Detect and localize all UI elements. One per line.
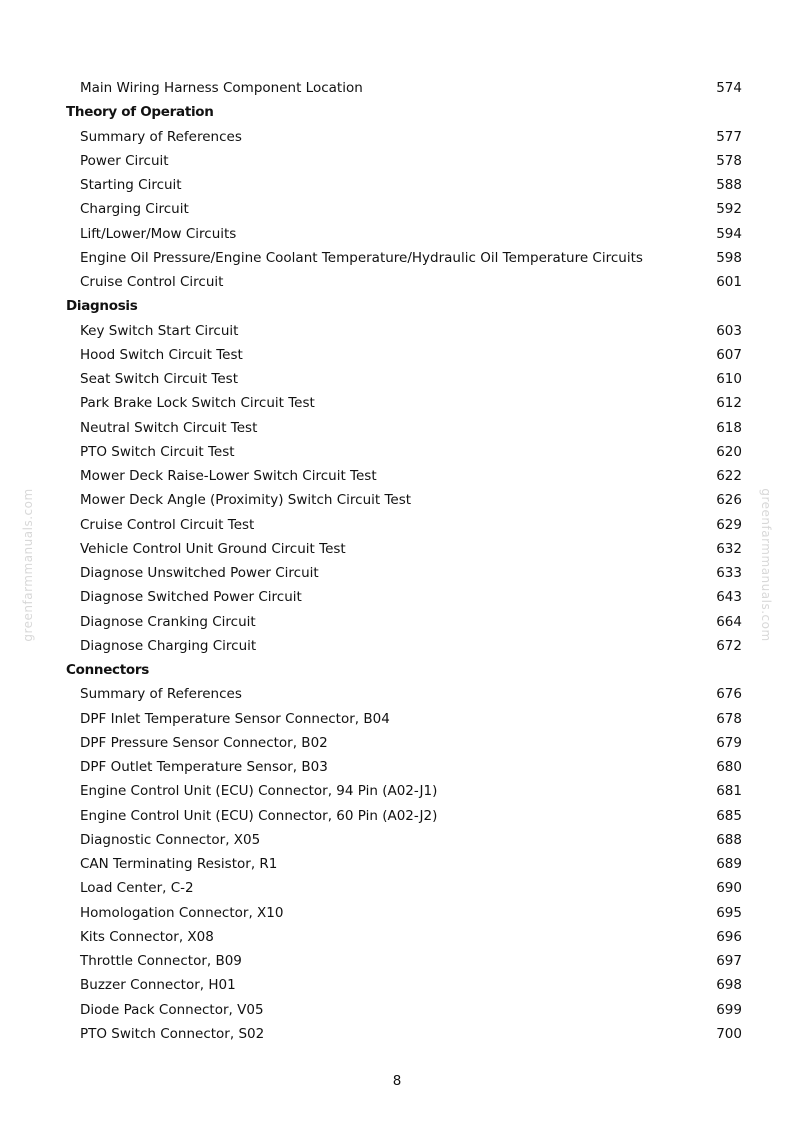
toc-entry-title: Key Switch Start Circuit — [80, 322, 239, 339]
toc-entry[interactable] — [0, 998, 794, 1022]
toc-entry-page: 629 — [716, 516, 742, 533]
toc-entry[interactable] — [0, 755, 794, 779]
toc-entry-title: CAN Terminating Resistor, R1 — [80, 856, 278, 872]
toc-entry-title: Engine Control Unit (ECU) Connector, 60 Pin (A02-J2) — [80, 807, 438, 824]
toc-entry-title: Buzzer Connector, H01 — [80, 977, 236, 994]
toc-entry-page: 699 — [716, 1001, 742, 1018]
toc-entry[interactable] — [0, 440, 794, 464]
toc-entry-page: 690 — [716, 880, 742, 897]
toc-entry[interactable] — [0, 173, 794, 197]
toc-section-heading — [0, 294, 794, 318]
toc-entry-page: 688 — [716, 831, 742, 848]
toc-entry[interactable] — [0, 634, 794, 658]
toc-entry-title: Mower Deck Raise-Lower Switch Circuit Test — [80, 468, 377, 484]
table-of-contents — [0, 76, 794, 1046]
toc-entry-page: 664 — [716, 613, 742, 630]
toc-entry-page: 689 — [716, 856, 742, 872]
toc-entry[interactable] — [0, 925, 794, 949]
toc-entry-page: 603 — [716, 322, 742, 339]
toc-entry[interactable] — [0, 513, 794, 537]
toc-entry[interactable] — [0, 707, 794, 731]
toc-section-heading — [0, 658, 794, 682]
toc-entry[interactable] — [0, 852, 794, 876]
toc-entry-title: Diagnostic Connector, X05 — [80, 831, 261, 848]
toc-entry-title: Engine Control Unit (ECU) Connector, 94 Pin (A02-J1) — [80, 783, 438, 800]
toc-entry-page: 592 — [716, 201, 742, 218]
toc-entry-page: 622 — [716, 468, 742, 484]
toc-entry-title: Power Circuit — [80, 152, 169, 169]
toc-entry-title: Seat Switch Circuit Test — [80, 371, 238, 387]
toc-entry[interactable] — [0, 149, 794, 173]
toc-entry-title: Lift/Lower/Mow Circuits — [80, 225, 237, 242]
toc-entry[interactable] — [0, 973, 794, 997]
toc-entry[interactable] — [0, 391, 794, 415]
toc-entry[interactable] — [0, 343, 794, 367]
toc-entry-page: 696 — [716, 928, 742, 945]
toc-entry-page: 685 — [716, 807, 742, 824]
toc-entry-title: Cruise Control Circuit Test — [80, 516, 255, 533]
toc-entry-page: 643 — [716, 589, 742, 606]
toc-entry[interactable] — [0, 246, 794, 270]
toc-entry[interactable] — [0, 804, 794, 828]
toc-entry-page: 697 — [716, 953, 742, 969]
toc-entry-page: 632 — [716, 540, 742, 557]
toc-entry-title: Main Wiring Harness Component Location — [80, 80, 363, 96]
toc-entry-page: 577 — [716, 128, 742, 145]
toc-entry-page: 633 — [716, 565, 742, 581]
page-number: 8 — [392, 1073, 402, 1089]
toc-entry[interactable] — [0, 876, 794, 900]
toc-entry[interactable] — [0, 222, 794, 246]
toc-entry-page: 594 — [716, 225, 742, 242]
toc-entry[interactable] — [0, 125, 794, 149]
toc-entry-title: PTO Switch Connector, S02 — [80, 1025, 265, 1042]
toc-entry[interactable] — [0, 416, 794, 440]
toc-entry-title: Cruise Control Circuit — [80, 274, 224, 290]
toc-entry[interactable] — [0, 610, 794, 634]
toc-entry-page: 588 — [716, 177, 742, 193]
toc-entry-title: PTO Switch Circuit Test — [80, 443, 235, 460]
toc-entry[interactable] — [0, 585, 794, 609]
section-title: Theory of Operation — [66, 104, 214, 121]
toc-entry-page: 626 — [716, 492, 742, 509]
section-title: Diagnosis — [66, 298, 138, 315]
toc-entry-title: Park Brake Lock Switch Circuit Test — [80, 395, 315, 412]
toc-entry-title: Diagnose Cranking Circuit — [80, 613, 256, 630]
toc-entry[interactable] — [0, 779, 794, 803]
toc-entry-title: Diagnose Unswitched Power Circuit — [80, 565, 319, 581]
toc-entry-page: 681 — [716, 783, 742, 800]
watermark-right: greenfarmmanuals.com — [759, 488, 773, 642]
toc-entry-page: 679 — [716, 734, 742, 751]
toc-entry-title: DPF Outlet Temperature Sensor, B03 — [80, 759, 328, 775]
toc-entry-page: 610 — [716, 371, 742, 387]
toc-entry-page: 676 — [716, 686, 742, 703]
toc-entry-page: 695 — [716, 904, 742, 921]
toc-entry[interactable] — [0, 270, 794, 294]
toc-entry[interactable] — [0, 949, 794, 973]
toc-entry-page: 620 — [716, 443, 742, 460]
toc-entry-title: Summary of References — [80, 128, 242, 145]
toc-entry-page: 672 — [716, 637, 742, 654]
toc-entry-title: DPF Inlet Temperature Sensor Connector, B04 — [80, 710, 390, 727]
toc-entry-page: 680 — [716, 759, 742, 775]
toc-entry[interactable] — [0, 561, 794, 585]
toc-entry[interactable] — [0, 731, 794, 755]
toc-entry-page: 601 — [716, 274, 742, 290]
toc-entry-title: Diagnose Charging Circuit — [80, 637, 257, 654]
toc-entry[interactable] — [0, 76, 794, 100]
toc-entry-title: Summary of References — [80, 686, 242, 703]
toc-entry-page: 574 — [716, 80, 742, 96]
toc-entry[interactable] — [0, 682, 794, 706]
toc-entry-page: 700 — [716, 1025, 742, 1042]
toc-entry-title: Vehicle Control Unit Ground Circuit Test — [80, 540, 346, 557]
toc-entry[interactable] — [0, 319, 794, 343]
toc-entry-title: DPF Pressure Sensor Connector, B02 — [80, 734, 328, 751]
toc-section-heading — [0, 100, 794, 124]
toc-entry-page: 607 — [716, 346, 742, 363]
toc-entry[interactable] — [0, 197, 794, 221]
toc-entry[interactable] — [0, 464, 794, 488]
toc-entry[interactable] — [0, 537, 794, 561]
watermark-left: greenfarmmanuals.com — [21, 488, 35, 642]
toc-entry[interactable] — [0, 488, 794, 512]
toc-entry-page: 578 — [716, 152, 742, 169]
toc-entry[interactable] — [0, 1022, 794, 1046]
toc-entry-title: Diagnose Switched Power Circuit — [80, 589, 302, 606]
toc-entry-title: Charging Circuit — [80, 201, 189, 218]
toc-entry-page: 698 — [716, 977, 742, 994]
toc-entry[interactable] — [0, 828, 794, 852]
toc-entry-title: Engine Oil Pressure/Engine Coolant Temperature/Hydraulic Oil Temperature Circuits — [80, 249, 643, 266]
toc-entry-title: Neutral Switch Circuit Test — [80, 419, 258, 436]
toc-entry-page: 678 — [716, 710, 742, 727]
toc-entry-page: 618 — [716, 419, 742, 436]
toc-entry-page: 612 — [716, 395, 742, 412]
toc-entry-title: Mower Deck Angle (Proximity) Switch Circuit Test — [80, 492, 412, 509]
toc-entry-title: Starting Circuit — [80, 177, 182, 193]
toc-entry[interactable] — [0, 367, 794, 391]
toc-entry-title: Hood Switch Circuit Test — [80, 346, 243, 363]
toc-entry-title: Kits Connector, X08 — [80, 928, 214, 945]
toc-entry-title: Diode Pack Connector, V05 — [80, 1001, 264, 1018]
toc-entry-title: Homologation Connector, X10 — [80, 904, 284, 921]
toc-entry-title: Load Center, C-2 — [80, 880, 194, 897]
section-title: Connectors — [66, 662, 149, 678]
toc-entry-title: Throttle Connector, B09 — [80, 953, 242, 969]
toc-entry-page: 598 — [716, 249, 742, 266]
toc-entry[interactable] — [0, 901, 794, 925]
